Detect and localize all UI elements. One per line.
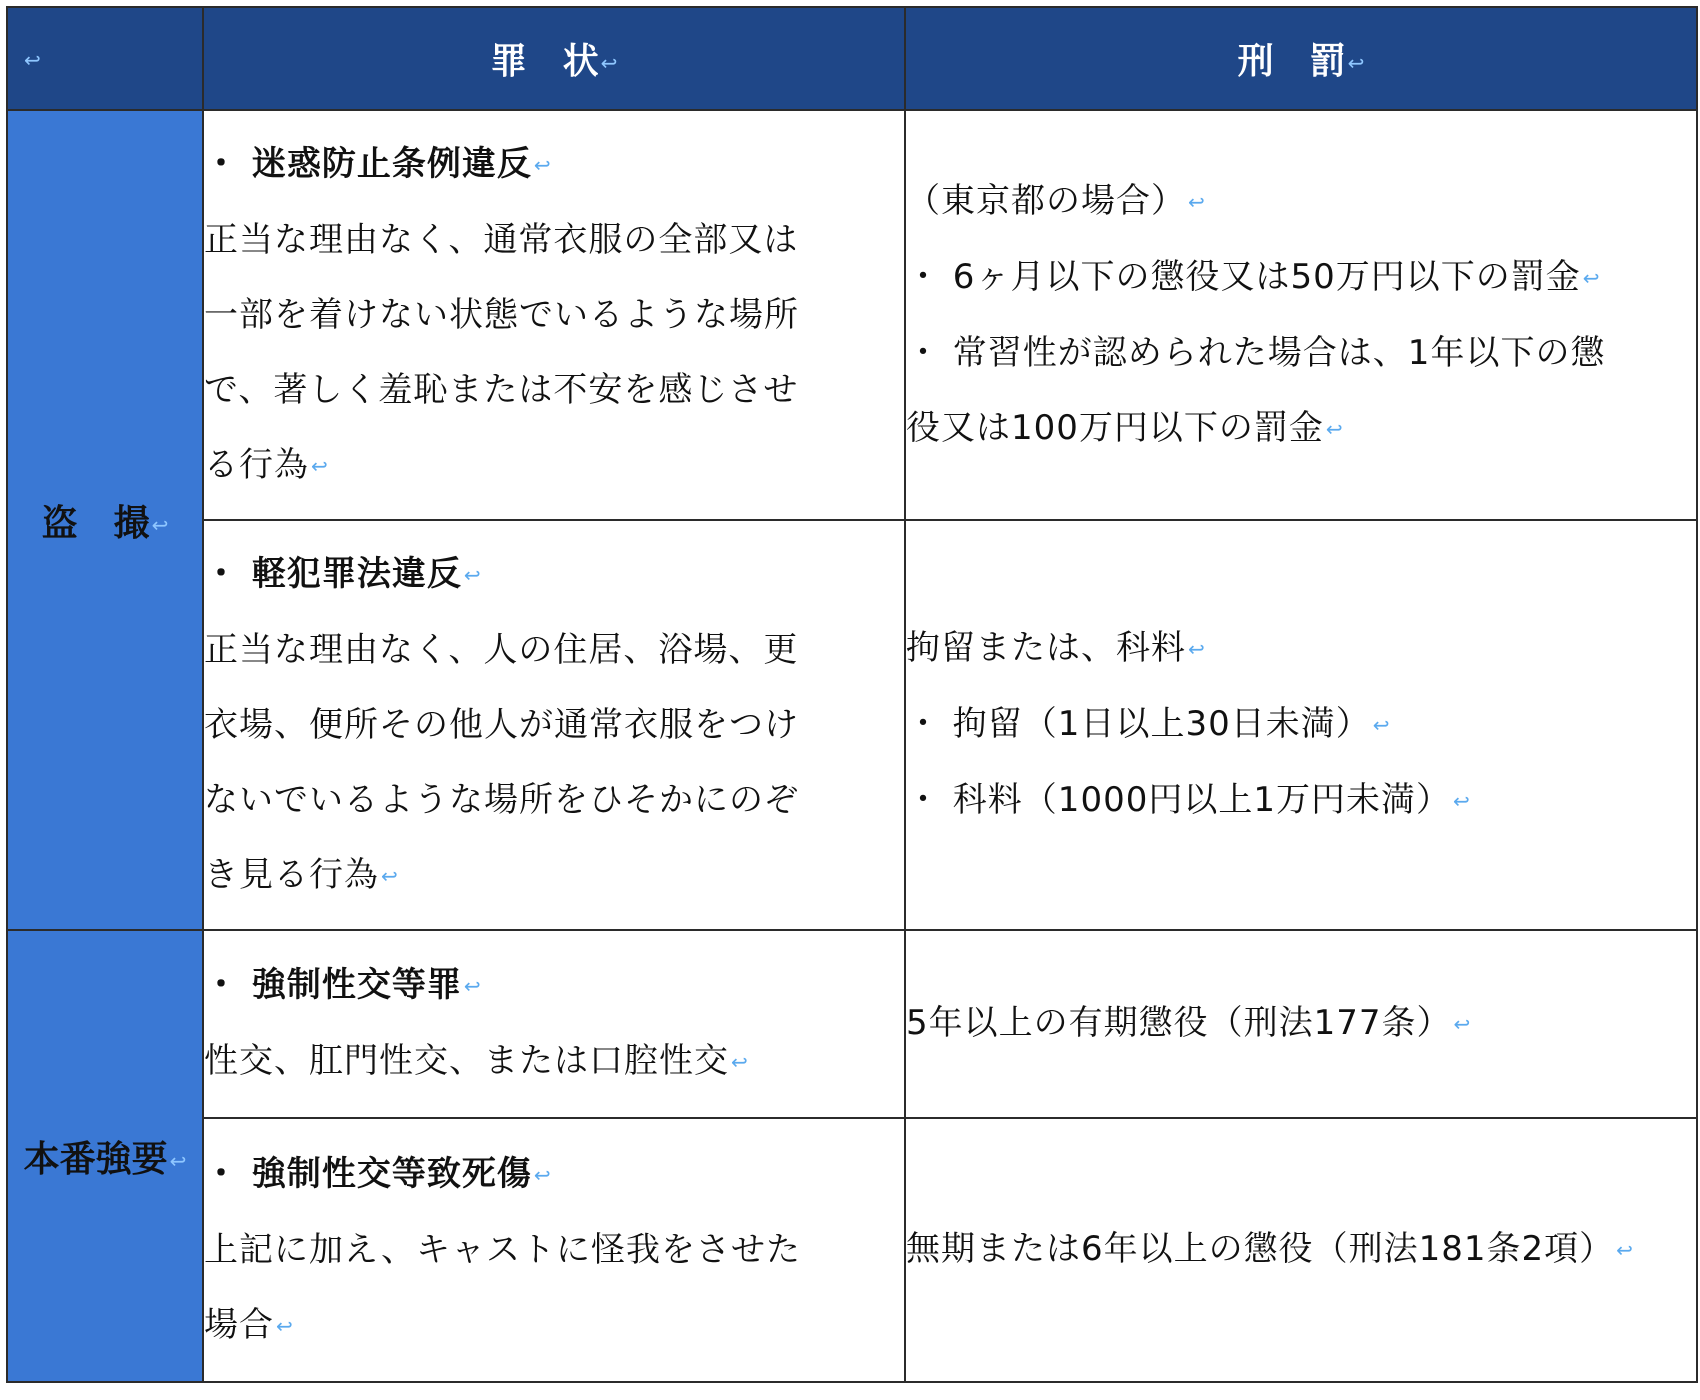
- crime-title: ・ 迷惑防止条例違反 ↩: [204, 143, 552, 184]
- paragraph-mark: ↩: [381, 863, 399, 888]
- header-row: [7, 7, 1697, 110]
- crime-cell: [203, 520, 905, 930]
- table-row: [7, 1118, 1697, 1382]
- crime-text-line: 上記に加え、キャストに怪我をさせた: [204, 1229, 802, 1270]
- paragraph-mark: ↩: [311, 453, 329, 478]
- crime-text-line: 正当な理由なく、人の住居、浴場、更: [204, 629, 799, 670]
- paragraph-mark: ↩: [1582, 265, 1601, 290]
- crime-title: ・ 強制性交等致死傷 ↩: [204, 1153, 552, 1194]
- penalty-text-line: 無期または6年以上の懲役（刑法181条2項） ↩: [906, 1229, 1634, 1269]
- crime-title: ・ 軽犯罪法違反 ↩: [204, 553, 482, 594]
- paragraph-mark: ↩: [463, 974, 482, 998]
- paragraph-mark: ↩: [600, 51, 618, 75]
- paragraph-mark: ↩: [276, 1313, 294, 1338]
- group-label-cell-forced-intercourse: [7, 930, 203, 1382]
- penalty-text-line: ・ 6ヶ月以下の懲役又は50万円以下の罰金 ↩: [906, 256, 1601, 297]
- crime-text-line: 性交、肛門性交、または口腔性交 ↩: [204, 1041, 749, 1081]
- paragraph-mark: ↩: [533, 152, 552, 177]
- penalty-text-line: ・ 常習性が認められた場合は、1年以下の懲: [906, 332, 1606, 373]
- penalty-text-line: （東京都の場合） ↩: [906, 180, 1206, 221]
- penalty-cell: [905, 930, 1697, 1118]
- paragraph-mark: ↩: [1188, 189, 1206, 214]
- crime-cell: [203, 930, 905, 1118]
- crime-text-line: 場合 ↩: [204, 1304, 294, 1345]
- paragraph-mark: ↩: [24, 48, 41, 72]
- crime-cell: [203, 110, 905, 520]
- header-crime-cell: [203, 7, 905, 110]
- penalty-cell: [905, 1118, 1697, 1382]
- table-row: [7, 520, 1697, 930]
- paragraph-mark: ↩: [1188, 637, 1206, 661]
- penalty-text-line: 5年以上の有期懲役（刑法177条） ↩: [906, 1003, 1472, 1043]
- header-corner-cell: [7, 7, 203, 110]
- group-label-cell-voyeurism: [7, 110, 203, 930]
- penalty-cell: [905, 110, 1697, 520]
- header-penalty-label: 刑 罰: [1237, 41, 1346, 82]
- paragraph-mark: ↩: [1453, 1012, 1472, 1036]
- crime-penalty-table: [6, 6, 1698, 1383]
- crime-text-line: 一部を着けない状態でいるような場所: [204, 294, 799, 335]
- penalty-cell: [905, 520, 1697, 930]
- group-label: 盗 撮: [41, 502, 150, 544]
- paragraph-mark: ↩: [169, 1148, 187, 1173]
- crime-text-line: 衣場、便所その他人が通常衣服をつけ: [204, 704, 799, 745]
- header-crime-label: 罪 状: [490, 41, 599, 82]
- crime-text-line: 正当な理由なく、通常衣服の全部又は: [204, 219, 799, 260]
- penalty-text-line: ・ 拘留（1日以上30日未満） ↩: [906, 704, 1391, 744]
- crime-text-line: る行為 ↩: [204, 444, 329, 485]
- penalty-text-line: 役又は100万円以下の罰金 ↩: [906, 407, 1344, 448]
- paragraph-mark: ↩: [1372, 713, 1391, 737]
- paragraph-mark: ↩: [151, 512, 169, 537]
- header-penalty-cell: [905, 7, 1697, 110]
- paragraph-mark: ↩: [1325, 416, 1344, 441]
- crime-text-line: ないでいるような場所をひそかにのぞ: [204, 779, 799, 820]
- table-row: [7, 930, 1697, 1118]
- crime-title: ・ 強制性交等罪 ↩: [204, 965, 482, 1005]
- paragraph-mark: ↩: [1452, 789, 1471, 813]
- group-label: 本番強要: [23, 1138, 168, 1180]
- crime-cell: [203, 1118, 905, 1382]
- paragraph-mark: ↩: [731, 1050, 749, 1074]
- crime-text-line: き見る行為 ↩: [204, 854, 399, 895]
- paragraph-mark: ↩: [1616, 1238, 1634, 1262]
- paragraph-mark: ↩: [463, 562, 482, 587]
- paragraph-mark: ↩: [1347, 51, 1365, 75]
- paragraph-mark: ↩: [533, 1162, 552, 1187]
- penalty-text-line: ・ 科料（1000円以上1万円未満） ↩: [906, 780, 1471, 820]
- table-row: [7, 110, 1697, 520]
- penalty-text-line: 拘留または、科料 ↩: [906, 628, 1206, 668]
- crime-text-line: で、著しく羞恥または不安を感じさせ: [204, 369, 799, 410]
